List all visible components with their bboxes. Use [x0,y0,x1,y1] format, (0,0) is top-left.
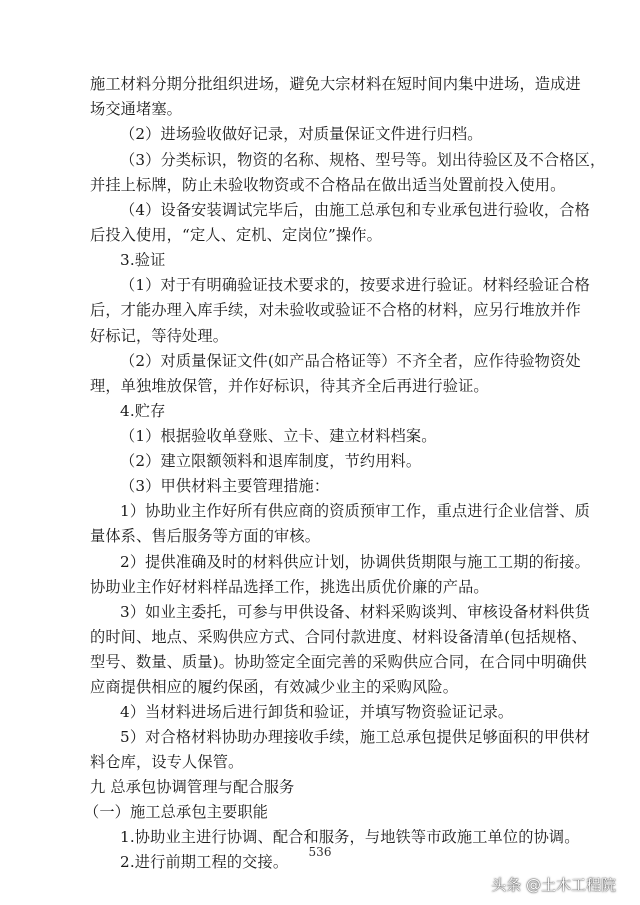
text-line: 协助业主作好材料样品选择工作，挑选出质优价廉的产品。 [90,578,489,596]
text-line: 施工材料分期分批组织进场，避免大宗材料在短时间内集中进场，造成进 [90,75,581,93]
text-line: 场交通堵塞。 [90,100,183,118]
section-heading: 3.验证 [120,251,166,269]
text-line: 的时间、地点、采购供应方式、合同付款进度、材料设备清单(包括规格、 [90,628,587,646]
text-line: 后投入使用，“定人、定机、定岗位”操作。 [90,226,382,244]
text-line: （3）甲供材料主要管理措施： [120,477,330,495]
text-line: 料仓库，设专人保管。 [90,753,244,771]
text-line: （3）分类标识，物资的名称、规格、型号等。划出待验区及不合格区， [120,151,606,169]
text-line: 1）协助业主作好所有供应商的资质预审工作，重点进行企业信誉、质 [120,502,590,520]
text-line: （1）根据验收单登账、立卡、建立材料档案。 [120,427,437,445]
text-line: 后，才能办理入库手续，对未验收或验证不合格的材料，应另行堆放并作 [90,301,581,319]
chapter-heading: 九 总承包协调管理与配合服务 [90,778,295,796]
text-line: （2）建立限额领料和退库制度，节约用料。 [120,452,422,470]
subsection-heading: （一）施工总承包主要职能 [84,803,269,821]
text-line: 好标记，等待处理。 [90,327,229,345]
text-line: （2）进场验收做好记录，对质量保证文件进行归档。 [120,125,483,143]
text-line: 量体系、售后服务等方面的审核。 [90,527,321,545]
text-line: 1.协助业主进行协调、配合和服务，与地铁等市政施工单位的协调。 [120,828,580,846]
text-line: 应商提供相应的履约保函，有效减少业主的采购风险。 [90,678,459,696]
text-line: 4）当材料进场后进行卸货和验证，并填写物资验证记录。 [120,703,514,721]
text-line: 2.进行前期工程的交接。 [120,853,289,871]
page-number: 536 [308,845,332,859]
text-line: 型号、数量、质量)。协助签定全面完善的采购供应合同，在合同中明确供 [90,653,587,671]
text-line: （2）对质量保证文件(如产品合格证等）不齐全者，应作待验物资处 [120,352,581,370]
text-line: 5）对合格材料协助办理接收手续，施工总承包提供足够面积的甲供材 [120,728,590,746]
text-line: 并挂上标牌，防止未验收物资或不合格品在做出适当处置前投入使用。 [90,176,566,194]
text-line: 3）如业主委托，可参与甲供设备、材料采购谈判、审核设备材料供货 [120,603,590,621]
watermark [491,872,616,896]
text-line: 理，单独堆放保管，并作好标识，待其齐全后再进行验证。 [90,377,489,395]
watermark-text: 头条 @土木工程院 [491,875,616,894]
section-heading: 4.贮存 [120,402,166,420]
text-line: 2）提供准确及时的材料供应计划，协调供货期限与施工工期的衔接。 [120,553,590,571]
text-line: （4）设备安装调试完毕后，由施工总承包和专业承包进行验收，合格 [120,201,590,219]
text-line: （1）对于有明确验证技术要求的，按要求进行验证。材料经验证合格 [120,276,590,294]
